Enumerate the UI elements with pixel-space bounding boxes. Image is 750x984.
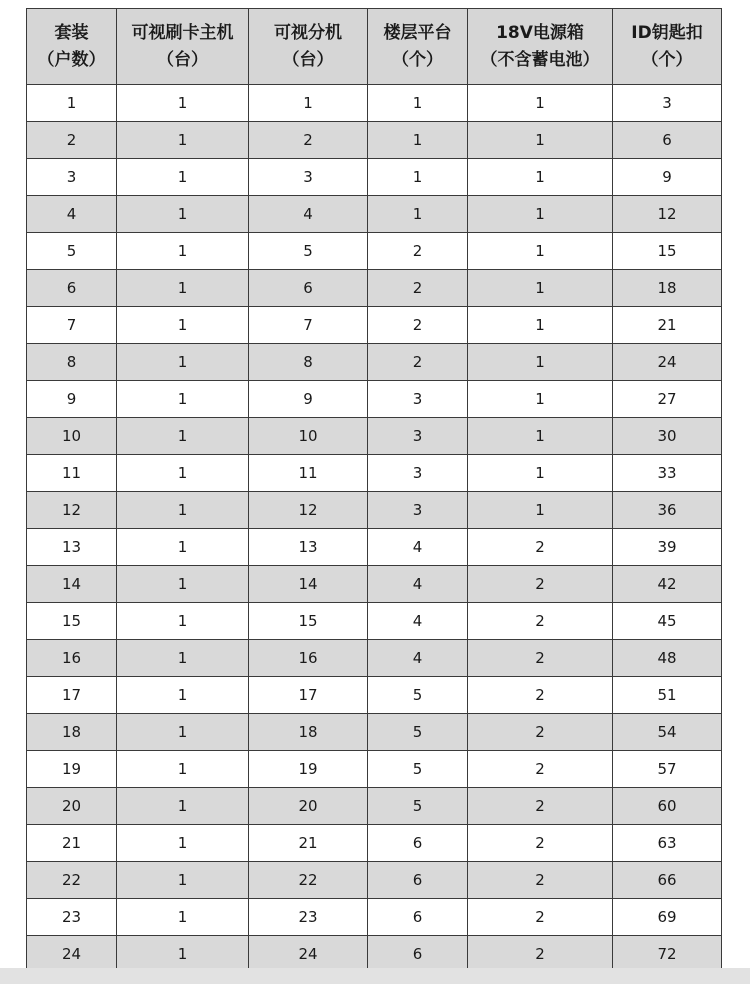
cell-power-box: 2 xyxy=(468,899,613,936)
cell-households: 20 xyxy=(27,788,117,825)
cell-floor-platform: 5 xyxy=(368,788,468,825)
cell-power-box: 2 xyxy=(468,566,613,603)
column-header-line: （户数） xyxy=(37,49,106,70)
cell-id-keyfob: 9 xyxy=(613,159,722,196)
configuration-table xyxy=(26,8,722,973)
cell-households: 12 xyxy=(27,492,117,529)
cell-households: 13 xyxy=(27,529,117,566)
cell-floor-platform: 1 xyxy=(368,196,468,233)
cell-households: 21 xyxy=(27,825,117,862)
spec-table-container xyxy=(26,8,721,973)
cell-floor-platform: 4 xyxy=(368,529,468,566)
cell-card-main-unit: 1 xyxy=(117,85,249,122)
cell-id-keyfob: 33 xyxy=(613,455,722,492)
cell-households: 11 xyxy=(27,455,117,492)
cell-households: 1 xyxy=(27,85,117,122)
column-header-floor-platform xyxy=(368,9,468,85)
table-row xyxy=(27,455,722,492)
cell-floor-platform: 2 xyxy=(368,344,468,381)
column-header-line: （个） xyxy=(641,49,693,70)
table-row xyxy=(27,159,722,196)
cell-card-main-unit: 1 xyxy=(117,270,249,307)
cell-floor-platform: 5 xyxy=(368,714,468,751)
cell-card-main-unit: 1 xyxy=(117,159,249,196)
cell-floor-platform: 3 xyxy=(368,381,468,418)
cell-indoor-extension: 15 xyxy=(249,603,368,640)
cell-power-box: 2 xyxy=(468,714,613,751)
column-header-set-households xyxy=(27,9,117,85)
cell-id-keyfob: 36 xyxy=(613,492,722,529)
table-header xyxy=(27,9,722,85)
cell-card-main-unit: 1 xyxy=(117,381,249,418)
cell-id-keyfob: 51 xyxy=(613,677,722,714)
cell-floor-platform: 2 xyxy=(368,233,468,270)
cell-floor-platform: 1 xyxy=(368,159,468,196)
column-header-line: （不含蓄电池） xyxy=(480,49,600,70)
table-row xyxy=(27,751,722,788)
column-header-line: （个） xyxy=(392,49,443,70)
cell-card-main-unit: 1 xyxy=(117,714,249,751)
cell-power-box: 1 xyxy=(468,196,613,233)
cell-power-box: 1 xyxy=(468,492,613,529)
cell-power-box: 1 xyxy=(468,307,613,344)
cell-households: 5 xyxy=(27,233,117,270)
cell-floor-platform: 2 xyxy=(368,307,468,344)
table-row xyxy=(27,640,722,677)
cell-id-keyfob: 42 xyxy=(613,566,722,603)
header-row xyxy=(27,9,722,85)
table-row xyxy=(27,825,722,862)
cell-card-main-unit: 1 xyxy=(117,862,249,899)
cell-households: 8 xyxy=(27,344,117,381)
cell-floor-platform: 1 xyxy=(368,122,468,159)
table-row xyxy=(27,85,722,122)
cell-indoor-extension: 17 xyxy=(249,677,368,714)
cell-floor-platform: 4 xyxy=(368,603,468,640)
cell-households: 2 xyxy=(27,122,117,159)
table-row xyxy=(27,529,722,566)
cell-power-box: 1 xyxy=(468,418,613,455)
cell-id-keyfob: 39 xyxy=(613,529,722,566)
cell-power-box: 1 xyxy=(468,455,613,492)
table-row xyxy=(27,862,722,899)
cell-card-main-unit: 1 xyxy=(117,233,249,270)
table-row xyxy=(27,566,722,603)
cell-indoor-extension: 24 xyxy=(249,936,368,973)
cell-card-main-unit: 1 xyxy=(117,344,249,381)
cell-id-keyfob: 60 xyxy=(613,788,722,825)
cell-card-main-unit: 1 xyxy=(117,788,249,825)
cell-households: 22 xyxy=(27,862,117,899)
column-header-line: 18V电源箱 xyxy=(496,22,584,43)
cell-card-main-unit: 1 xyxy=(117,455,249,492)
cell-indoor-extension: 4 xyxy=(249,196,368,233)
cell-floor-platform: 3 xyxy=(368,418,468,455)
cell-id-keyfob: 6 xyxy=(613,122,722,159)
cell-power-box: 1 xyxy=(468,344,613,381)
cell-power-box: 1 xyxy=(468,85,613,122)
table-row xyxy=(27,196,722,233)
cell-floor-platform: 1 xyxy=(368,85,468,122)
column-header-card-main-unit xyxy=(117,9,249,85)
cell-id-keyfob: 21 xyxy=(613,307,722,344)
cell-floor-platform: 6 xyxy=(368,936,468,973)
cell-households: 10 xyxy=(27,418,117,455)
cell-floor-platform: 4 xyxy=(368,566,468,603)
cell-id-keyfob: 57 xyxy=(613,751,722,788)
cell-households: 15 xyxy=(27,603,117,640)
cell-card-main-unit: 1 xyxy=(117,529,249,566)
cell-indoor-extension: 6 xyxy=(249,270,368,307)
column-header-line: 可视分机 xyxy=(274,22,342,43)
cell-id-keyfob: 24 xyxy=(613,344,722,381)
cell-households: 7 xyxy=(27,307,117,344)
cell-power-box: 1 xyxy=(468,122,613,159)
table-row xyxy=(27,936,722,973)
cell-power-box: 2 xyxy=(468,640,613,677)
cell-power-box: 2 xyxy=(468,862,613,899)
cell-power-box: 1 xyxy=(468,381,613,418)
cell-id-keyfob: 18 xyxy=(613,270,722,307)
cell-households: 6 xyxy=(27,270,117,307)
table-row xyxy=(27,492,722,529)
cell-card-main-unit: 1 xyxy=(117,936,249,973)
cell-households: 23 xyxy=(27,899,117,936)
cell-indoor-extension: 12 xyxy=(249,492,368,529)
table-row xyxy=(27,270,722,307)
cell-floor-platform: 3 xyxy=(368,455,468,492)
cell-indoor-extension: 18 xyxy=(249,714,368,751)
table-row xyxy=(27,788,722,825)
cell-indoor-extension: 14 xyxy=(249,566,368,603)
cell-card-main-unit: 1 xyxy=(117,825,249,862)
cell-indoor-extension: 10 xyxy=(249,418,368,455)
cell-id-keyfob: 54 xyxy=(613,714,722,751)
table-row xyxy=(27,307,722,344)
cell-card-main-unit: 1 xyxy=(117,418,249,455)
table-row xyxy=(27,603,722,640)
cell-card-main-unit: 1 xyxy=(117,307,249,344)
cell-power-box: 1 xyxy=(468,270,613,307)
cell-floor-platform: 5 xyxy=(368,677,468,714)
column-header-line: ID钥匙扣 xyxy=(631,22,703,43)
table-row xyxy=(27,899,722,936)
cell-indoor-extension: 8 xyxy=(249,344,368,381)
cell-power-box: 2 xyxy=(468,529,613,566)
cell-indoor-extension: 21 xyxy=(249,825,368,862)
cell-indoor-extension: 13 xyxy=(249,529,368,566)
cell-power-box: 2 xyxy=(468,751,613,788)
cell-households: 14 xyxy=(27,566,117,603)
cell-floor-platform: 2 xyxy=(368,270,468,307)
cell-card-main-unit: 1 xyxy=(117,899,249,936)
cell-id-keyfob: 66 xyxy=(613,862,722,899)
cell-indoor-extension: 16 xyxy=(249,640,368,677)
cell-floor-platform: 6 xyxy=(368,899,468,936)
cell-floor-platform: 4 xyxy=(368,640,468,677)
column-header-line: （台） xyxy=(282,49,334,70)
cell-households: 16 xyxy=(27,640,117,677)
table-row xyxy=(27,418,722,455)
cell-floor-platform: 5 xyxy=(368,751,468,788)
cell-id-keyfob: 45 xyxy=(613,603,722,640)
cell-power-box: 2 xyxy=(468,677,613,714)
cell-card-main-unit: 1 xyxy=(117,603,249,640)
cell-indoor-extension: 23 xyxy=(249,899,368,936)
cell-card-main-unit: 1 xyxy=(117,677,249,714)
cell-indoor-extension: 7 xyxy=(249,307,368,344)
table-row xyxy=(27,677,722,714)
cell-floor-platform: 3 xyxy=(368,492,468,529)
cell-power-box: 2 xyxy=(468,603,613,640)
cell-id-keyfob: 69 xyxy=(613,899,722,936)
cell-indoor-extension: 11 xyxy=(249,455,368,492)
cell-indoor-extension: 2 xyxy=(249,122,368,159)
column-header-line: 套装 xyxy=(54,22,89,43)
cell-card-main-unit: 1 xyxy=(117,492,249,529)
cell-id-keyfob: 12 xyxy=(613,196,722,233)
cell-card-main-unit: 1 xyxy=(117,751,249,788)
table-row xyxy=(27,381,722,418)
column-header-power-box xyxy=(468,9,613,85)
cell-power-box: 2 xyxy=(468,936,613,973)
cell-indoor-extension: 3 xyxy=(249,159,368,196)
column-header-line: （台） xyxy=(157,49,208,70)
cell-id-keyfob: 15 xyxy=(613,233,722,270)
cell-card-main-unit: 1 xyxy=(117,196,249,233)
cell-indoor-extension: 9 xyxy=(249,381,368,418)
cell-card-main-unit: 1 xyxy=(117,566,249,603)
cell-floor-platform: 6 xyxy=(368,862,468,899)
cell-indoor-extension: 22 xyxy=(249,862,368,899)
cell-indoor-extension: 20 xyxy=(249,788,368,825)
cell-indoor-extension: 5 xyxy=(249,233,368,270)
cell-id-keyfob: 27 xyxy=(613,381,722,418)
cell-id-keyfob: 3 xyxy=(613,85,722,122)
cell-id-keyfob: 48 xyxy=(613,640,722,677)
table-body xyxy=(27,85,722,973)
cell-power-box: 1 xyxy=(468,159,613,196)
table-row xyxy=(27,714,722,751)
cell-households: 19 xyxy=(27,751,117,788)
column-header-id-keyfob xyxy=(613,9,722,85)
cell-floor-platform: 6 xyxy=(368,825,468,862)
bottom-strip xyxy=(0,968,750,984)
cell-id-keyfob: 72 xyxy=(613,936,722,973)
cell-households: 18 xyxy=(27,714,117,751)
cell-indoor-extension: 19 xyxy=(249,751,368,788)
cell-power-box: 2 xyxy=(468,825,613,862)
table-row xyxy=(27,233,722,270)
cell-households: 24 xyxy=(27,936,117,973)
cell-power-box: 1 xyxy=(468,233,613,270)
column-header-line: 可视刷卡主机 xyxy=(131,22,234,43)
cell-indoor-extension: 1 xyxy=(249,85,368,122)
cell-card-main-unit: 1 xyxy=(117,640,249,677)
column-header-indoor-extension xyxy=(249,9,368,85)
table-row xyxy=(27,122,722,159)
cell-households: 17 xyxy=(27,677,117,714)
cell-households: 9 xyxy=(27,381,117,418)
cell-id-keyfob: 30 xyxy=(613,418,722,455)
table-row xyxy=(27,344,722,381)
cell-households: 3 xyxy=(27,159,117,196)
cell-id-keyfob: 63 xyxy=(613,825,722,862)
cell-households: 4 xyxy=(27,196,117,233)
cell-card-main-unit: 1 xyxy=(117,122,249,159)
cell-power-box: 2 xyxy=(468,788,613,825)
column-header-line: 楼层平台 xyxy=(383,22,452,43)
